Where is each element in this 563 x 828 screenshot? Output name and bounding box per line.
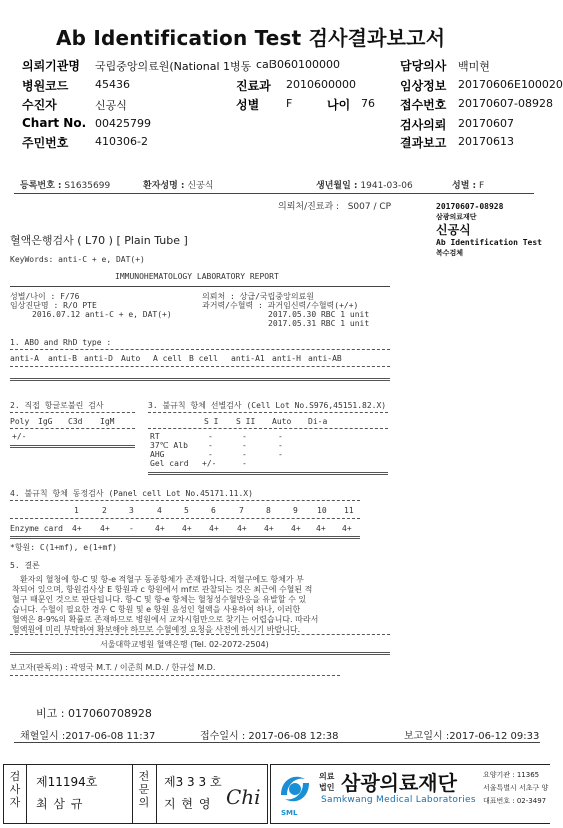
org-english: Samkwang Medical Laboratories bbox=[321, 795, 476, 805]
report-time: 보고일시 :2017-06-12 09:33 bbox=[404, 731, 540, 742]
sample-stamp bbox=[436, 202, 542, 258]
sml-mark: SML bbox=[281, 809, 298, 817]
report-title: Ab Identification Test 검사결과보고서 bbox=[56, 26, 446, 50]
stamp-org: 삼광의료재단 bbox=[436, 213, 477, 221]
label-hospital-code: 병원코드 bbox=[22, 79, 69, 93]
value-patient: 신공식 bbox=[95, 99, 127, 112]
stamp-number: 20170607-08928 bbox=[436, 202, 504, 211]
value-clinical-info: 20170606E100020 bbox=[458, 78, 563, 91]
s5-conclusion: 환자의 혈청에 항-C 및 항-e 적혈구 동종항체가 존재합니다. 적혈구에도 항체가 부 착되어 있으며, 항원검사상 E 항원과 c 항원에서 mf로 관찰되는 것은 최근에 수혈된 적 혈구 때문인 것으로 판단됩니다. 항-C 및 항-e 항체는 혈청성수혈반응을 유발할 수 있 습니다. 수혈이 필요한 경우 C 항원 및 e 항원 음성인 혈액을 사용하여 하나, 이러한 혈액은 8-9%의 확률로 존재하므로 병원에서 교차시험만으로 찾기는 어렵습니다. 따라서 혈액원에 미리 부탁하여 확보해야 하므로 수혈예정 요청을 사전에 하시기 바랍니다. bbox=[12, 575, 319, 634]
value-sex: F bbox=[286, 97, 293, 110]
signature-box bbox=[3, 764, 268, 824]
specialist-name: 지 현 영 bbox=[164, 797, 212, 811]
info-right: 의뢰처 : 상급/국립중앙의료원 과거력/수혈력 : 과거임신력/수혈력(+/+) 2017.05.30 RBC 1 unit 2017.05.31 RBC 1 unit bbox=[202, 292, 370, 328]
s2-title: 2. 직접 항글로불린 검사 bbox=[10, 401, 104, 410]
value-chart-no: 00425799 bbox=[95, 117, 151, 130]
s5-title: 5. 결론 bbox=[10, 561, 40, 570]
dept-label: 의뢰처/진료과 : bbox=[278, 202, 340, 212]
scanned-report: 등록번호 : S1635699 환자성명 : 신공식 생년월일 : 1941-03-06 성별 : F 의뢰처/진료과 : S007 / CP 20170607-08928 삼광의료재단 신공식 Ab Identification Test 복수검체 혈액은행검사 ( L70 ) [ Plain Tube ] KeyWords: anti-C + e, DAT(+) IMMUNOHEMATOLOGY LABORATORY REPORT 성별/나이 : F/76 임상진단명 : R/O PTE 2016.07.12 anti-C + e, DAT(+) 의뢰처 : 상급/국립중앙의료원 과거력/수혈력 : 과거임신력/수혈력(+/+) 2017.05.30 RBC 1 unit 2017.05.31 RBC 1 unit 1. ABO and RhD type : anti-A anti-B anti-D Auto A cell B cell anti-A1 anti-H anti-AB 2. 직접 항글로불린 검사 Poly IgG C3d IgM +/- 3. 불규칙 항체 선별검사 (Cell Lot No.S976,45151.82.X) S I S II Auto Di-a RT - - - 37℃ Alb - - - AHG - - - Gel card +/- - 4. 불규칙 항체 동정검사 (Panel cell Lot No.45171.11.X) 1 2 3 4 5 6 7 8 9 10 11 Enzyme card 4+ 4+ - 4+ 4+ 4+ 4+ 4+ 4+ 4+ 4+ *항원: C(1+mf), e(1+mf) 5. 결론 환자의 혈청에 항-C 및 항-e 적혈구 동종항체가 존재합니다. 적혈구에도 항체가 부 착되어 있으며, 항원검사상 E 항원과 c 항원에서 mf로 관찰되는 것은 최근에 수혈된 적 혈구 때문인 것으로 판단됩니다. 항-C 및 항-e 항체는 혈청성수혈반응을 유발할 수 있 습니다. 수혈이 필요한 경우 C 항원 및 e 항원 음성인 혈액을 사용하여 하나, 이러한 혈액은 8-9%의 확률로 존재하므로 병원에서 교차시험만으로 찾기는 어렵습니다. 따라서 혈액원에 미리 부탁하여 확보해야 하므로 수혈예정 요청을 사전에 하시기 바랍니다. 서울대학교병원 혈액은행 (Tel. 02-2072-2504) 보고자(판독의) : 곽영국 M.T. / 이준희 M.D. / 한규섭 M.D. 비고 : 017060708928 채혈일시 :2017-06-08 11:37 접수일시 : 2017-06-08 12:38 보고일시 :2017-06-12 09:33 bbox=[0, 168, 550, 758]
label-doctor: 담당의사 bbox=[400, 59, 447, 73]
label-age: 나이 bbox=[327, 98, 351, 112]
label-resident-no: 주민번호 bbox=[22, 136, 69, 150]
info-left: 성별/나이 : F/76 임상진단명 : R/O PTE 2016.07.12 anti-C + e, DAT(+) bbox=[10, 292, 172, 319]
examiner-name: 최 삼 규 bbox=[36, 797, 84, 811]
section-title: 혈액은행검사 ( L70 ) [ Plain Tube ] bbox=[10, 234, 188, 247]
hospital-line: 서울대학교병원 혈액은행 (Tel. 02-2072-2504) bbox=[100, 640, 269, 649]
org-contact: 요양기관 : 11365 서울특별시 서초구 양 대표번호 : 02-3497 bbox=[483, 771, 549, 805]
stamp-test: Ab Identification Test bbox=[436, 238, 542, 247]
value-resident-no: 410306-2 bbox=[95, 135, 148, 148]
lab-title: IMMUNOHEMATOLOGY LABORATORY REPORT bbox=[115, 272, 279, 281]
value-report-date: 20170613 bbox=[458, 135, 514, 148]
value-cal-code: 3060100000 bbox=[270, 58, 340, 71]
value-dept: 2010600000 bbox=[286, 78, 356, 91]
label-sex: 성별 bbox=[236, 98, 260, 112]
specialist-no: 제3 3 3 호 bbox=[164, 775, 222, 789]
label-report-date: 결과보고 bbox=[400, 136, 447, 150]
org-box bbox=[270, 764, 550, 824]
label-institution: 의뢰기관명 bbox=[22, 59, 80, 73]
dept-value: S007 / CP bbox=[347, 202, 392, 212]
keywords: KeyWords: anti-C + e, DAT(+) bbox=[10, 255, 145, 264]
label-patient: 수진자 bbox=[22, 98, 57, 112]
sex-value: F bbox=[479, 181, 485, 191]
label-chart-no: Chart No. bbox=[22, 116, 87, 130]
reporter-line: 보고자(판독의) : 곽영국 M.T. / 이준희 M.D. / 한규섭 M.D. bbox=[10, 663, 216, 672]
sex-label: 성별 : bbox=[452, 181, 477, 191]
label-dept: 진료과 bbox=[236, 79, 271, 93]
org-type: 의료 법인 bbox=[319, 772, 335, 792]
stamp-name: 신공식 bbox=[436, 223, 471, 237]
patient-name: 신공식 bbox=[187, 181, 214, 191]
specialist-label: 전문의 bbox=[138, 770, 150, 809]
bigo-note: 비고 : 017060708928 bbox=[36, 707, 152, 720]
s1-title: 1. ABO and RhD type : bbox=[10, 338, 112, 347]
value-hospital-code: 45436 bbox=[95, 78, 130, 91]
specialist-signature: Chi bbox=[226, 785, 261, 809]
value-doctor: 백미현 bbox=[458, 60, 490, 73]
value-request-date: 20170607 bbox=[458, 117, 514, 130]
stamp-sample: 복수검체 bbox=[436, 249, 464, 257]
s3-title: 3. 불규칙 항체 선별검사 (Cell Lot No.S976,45151.82.X) bbox=[148, 401, 387, 410]
patient-label: 환자성명 : bbox=[143, 181, 185, 191]
reg-label: 등록번호 : bbox=[20, 181, 62, 191]
value-institution: 국립중앙의료원(National 1병동 bbox=[95, 60, 252, 73]
birth-label: 생년월일 : bbox=[316, 181, 358, 191]
collect-time: 채혈일시 :2017-06-08 11:37 bbox=[20, 731, 156, 742]
value-receipt-no: 20170607-08928 bbox=[458, 97, 553, 110]
label-clinical-info: 임상정보 bbox=[400, 79, 447, 93]
examiner-no: 제11194호 bbox=[36, 775, 98, 789]
org-name: 삼광의료재단 bbox=[341, 771, 457, 795]
s2-value: +/- bbox=[12, 432, 27, 441]
label-receipt-no: 접수번호 bbox=[400, 98, 447, 112]
birth-date: 1941-03-06 bbox=[360, 181, 413, 191]
receive-time: 접수일시 : 2017-06-08 12:38 bbox=[200, 731, 339, 742]
s4-title: 4. 불규칙 항체 동정검사 (Panel cell Lot No.45171.11.X) bbox=[10, 489, 253, 498]
s3-table: RT - - - 37℃ Alb - - - AHG - - - Gel card +/- - bbox=[150, 432, 283, 468]
s4-note: *항원: C(1+mf), e(1+mf) bbox=[10, 543, 117, 552]
sml-logo-icon bbox=[275, 769, 315, 809]
value-cal-label: cal bbox=[256, 58, 272, 71]
value-age: 76 bbox=[361, 97, 375, 110]
reg-no: S1635699 bbox=[64, 181, 111, 191]
examiner-label: 검사자 bbox=[9, 770, 21, 809]
label-request-date: 검사의뢰 bbox=[400, 118, 447, 132]
